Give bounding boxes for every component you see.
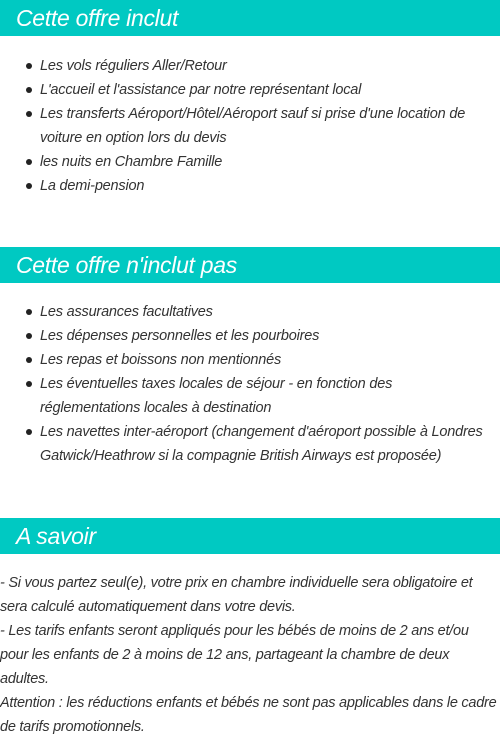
section-title-not-included: Cette offre n'inclut pas xyxy=(16,251,237,278)
section-title-a-savoir: A savoir xyxy=(16,522,96,549)
list-item: Les éventuelles taxes locales de séjour - en fonction des réglementations locales à destination xyxy=(0,372,500,420)
info-paragraph: - Les tarifs enfants seront appliqués pour les bébés de moins de 2 ans et/ou pour les enfants de 2 à moins de 12 ans, partageant la chambre de deux adultes. xyxy=(0,623,469,687)
section-header-included xyxy=(0,0,500,36)
a-savoir-text xyxy=(0,571,500,739)
list-item: Les assurances facultatives xyxy=(0,300,500,324)
list-item: La demi-pension xyxy=(0,174,500,198)
list-item: Les dépenses personnelles et les pourboires xyxy=(0,324,500,348)
included-list xyxy=(0,54,500,198)
list-item: L'accueil et l'assistance par notre représentant local xyxy=(0,78,500,102)
not-included-list xyxy=(0,300,500,468)
info-paragraph: - Si vous partez seul(e), votre prix en chambre individuelle sera obligatoire et sera calculé automatiquement dans votre devis. xyxy=(0,575,473,615)
list-item: Les repas et boissons non mentionnés xyxy=(0,348,500,372)
section-header-a-savoir xyxy=(0,518,500,554)
info-paragraph: Attention : les réductions enfants et bébés ne sont pas applicables dans le cadre de tarifs promotionnels. xyxy=(0,695,497,735)
list-item: Les vols réguliers Aller/Retour xyxy=(0,54,500,78)
list-item: Les navettes inter-aéroport (changement d'aéroport possible à Londres Gatwick/Heathrow si la compagnie British Airways est proposée) xyxy=(0,420,500,468)
list-item: les nuits en Chambre Famille xyxy=(0,150,500,174)
section-title-included: Cette offre inclut xyxy=(16,4,179,31)
list-item: Les transferts Aéroport/Hôtel/Aéroport sauf si prise d'une location de voiture en option lors du devis xyxy=(0,102,500,150)
section-header-not-included xyxy=(0,247,500,283)
